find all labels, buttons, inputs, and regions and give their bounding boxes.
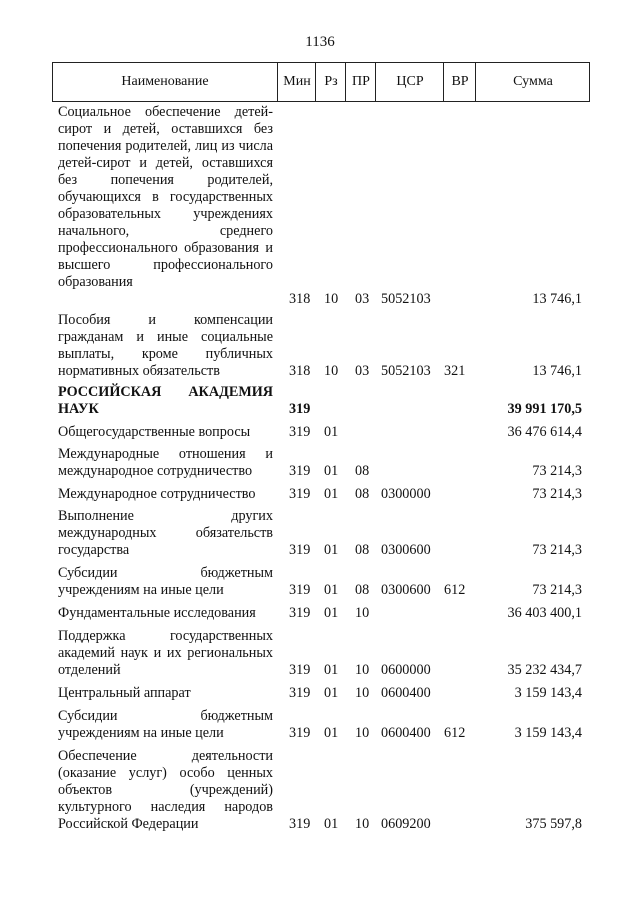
row-name: Субсидии бюджетным учреждениям на иные цели [58, 565, 273, 598]
row-csr: 0300600 [381, 582, 431, 598]
header-rz: Рз [315, 63, 346, 101]
table-row [0, 605, 640, 622]
header-csr: ЦСР [375, 63, 444, 101]
row-rz: 01 [324, 582, 339, 598]
row-name: Пособия и компенсации гражданам и иные социальные выплаты, кроме публичных нормативных обязательств [58, 312, 273, 379]
row-sum: 73 214,3 [532, 463, 582, 479]
row-min: 319 [289, 725, 311, 741]
table-row [0, 508, 640, 559]
header-name: Наименование [121, 74, 209, 89]
row-name: Центральный аппарат [58, 685, 191, 701]
row-sum: 73 214,3 [532, 542, 582, 558]
table-row [0, 104, 640, 308]
table-row [0, 486, 640, 503]
row-sum: 73 214,3 [532, 486, 582, 502]
row-name: Социальное обеспечение детей-сирот и детей, оставшихся без попечения родителей, лиц из числа детей-сирот и детей, оставшихся без попечения родителей, обучающихся в государственных образовательных учреждениях начального, среднего профессионального образования и высшего профессионального образования [58, 104, 273, 290]
row-rz: 10 [324, 363, 339, 379]
row-name: РОССИЙСКАЯ АКАДЕМИЯ НАУК [58, 384, 273, 417]
row-rz: 01 [324, 463, 339, 479]
row-rz: 01 [324, 424, 339, 440]
table-row [0, 748, 640, 833]
row-csr: 0300600 [381, 542, 431, 558]
table-row [0, 446, 640, 480]
row-min: 319 [289, 605, 311, 621]
row-pr: 08 [355, 486, 370, 502]
header-pr: ПР [345, 63, 376, 101]
row-pr: 10 [355, 605, 370, 621]
row-sum: 13 746,1 [532, 291, 582, 307]
row-name: Фундаментальные исследования [58, 605, 256, 621]
row-pr: 10 [355, 685, 370, 701]
row-min: 319 [289, 582, 311, 598]
row-vr: 321 [444, 363, 466, 379]
row-pr: 10 [355, 725, 370, 741]
row-sum: 73 214,3 [532, 582, 582, 598]
row-pr: 10 [355, 662, 370, 678]
row-min: 318 [289, 291, 311, 307]
row-pr: 03 [355, 291, 370, 307]
row-csr: 0300000 [381, 486, 431, 502]
row-sum: 13 746,1 [532, 363, 582, 379]
row-rz: 01 [324, 685, 339, 701]
row-name: Международное сотрудничество [58, 486, 256, 502]
row-name: Поддержка государственных академий наук и их региональных отделений [58, 628, 273, 678]
row-sum: 36 476 614,4 [507, 424, 582, 440]
row-min: 319 [289, 816, 311, 832]
row-name: Общегосударственные вопросы [58, 424, 251, 440]
row-csr: 0600400 [381, 725, 431, 741]
row-vr: 612 [444, 582, 466, 598]
table-row [0, 708, 640, 742]
table-row [0, 628, 640, 679]
row-pr: 08 [355, 463, 370, 479]
row-vr: 612 [444, 725, 466, 741]
row-name: Международные отношения и международное сотрудничество [58, 446, 273, 479]
row-csr: 5052103 [381, 363, 431, 379]
header-vr: ВР [443, 63, 476, 101]
table-row [0, 384, 640, 418]
row-pr: 03 [355, 363, 370, 379]
header-min: Мин [277, 63, 316, 101]
row-min: 319 [289, 424, 311, 440]
row-sum: 39 991 170,5 [507, 401, 582, 417]
row-rz: 01 [324, 605, 339, 621]
row-name: Субсидии бюджетным учреждениям на иные цели [58, 708, 273, 741]
row-rz: 01 [324, 542, 339, 558]
row-sum: 375 597,8 [525, 816, 582, 832]
row-csr: 0609200 [381, 816, 431, 832]
table-row [0, 424, 640, 441]
row-sum: 36 403 400,1 [507, 605, 582, 621]
row-min: 319 [289, 542, 311, 558]
row-rz: 01 [324, 816, 339, 832]
row-csr: 0600000 [381, 662, 431, 678]
table-row [0, 565, 640, 599]
row-sum: 3 159 143,4 [514, 725, 582, 741]
row-csr: 5052103 [381, 291, 431, 307]
row-rz: 01 [324, 725, 339, 741]
row-pr: 10 [355, 816, 370, 832]
row-min: 319 [289, 401, 311, 417]
row-sum: 35 232 434,7 [507, 662, 582, 678]
row-sum: 3 159 143,4 [514, 685, 582, 701]
row-name: Обеспечение деятельности (оказание услуг) особо ценных объектов (учреждений) культурного наследия народов Российской Федерации [58, 748, 273, 832]
row-pr: 08 [355, 582, 370, 598]
row-min: 318 [289, 363, 311, 379]
row-min: 319 [289, 463, 311, 479]
row-rz: 01 [324, 662, 339, 678]
row-rz: 10 [324, 291, 339, 307]
row-pr: 08 [355, 542, 370, 558]
row-csr: 0600400 [381, 685, 431, 701]
page-number: 1136 [305, 34, 335, 50]
row-name: Выполнение других международных обязательств государства [58, 508, 273, 558]
row-min: 319 [289, 662, 311, 678]
table-row [0, 685, 640, 702]
row-min: 319 [289, 685, 311, 701]
table-row [0, 312, 640, 380]
header-sum: Сумма [475, 63, 590, 101]
row-min: 319 [289, 486, 311, 502]
row-rz: 01 [324, 486, 339, 502]
